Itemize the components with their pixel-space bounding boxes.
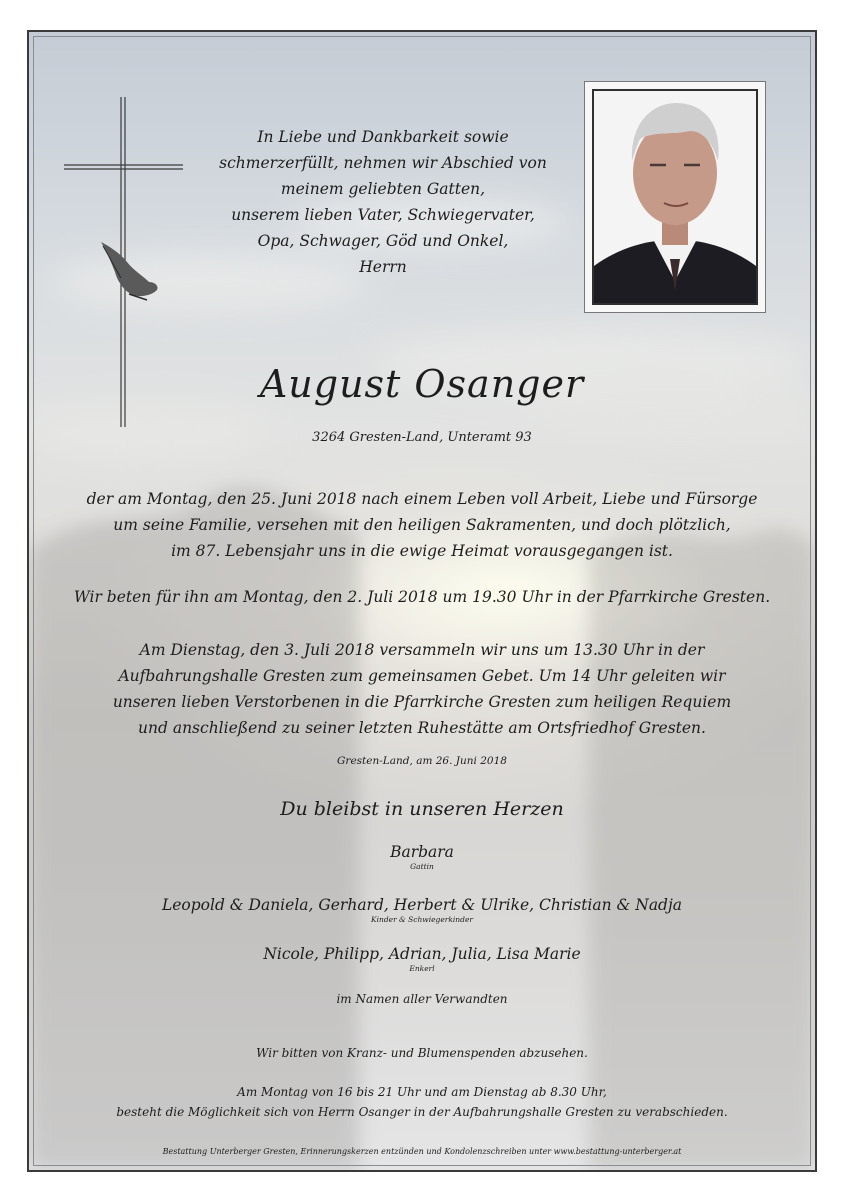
family-group: [29, 945, 815, 973]
deceased-address: 3264 Gresten-Land, Unteramt 93: [312, 430, 532, 445]
intro-line: meinem geliebten Gatten,: [280, 180, 486, 198]
text-line: und anschließend zu seiner letzten Ruhestätte am Ortsfriedhof Gresten.: [138, 719, 706, 737]
funeral-details: [69, 637, 775, 741]
praying-hands-icon: [101, 242, 158, 300]
footer-note: Bestattung Unterberger Gresten, Erinnerungskerzen entzünden und Kondolenzschreiben unter www.bestattung-unterberger.at: [162, 1147, 682, 1156]
intro-line: Herrn: [359, 258, 407, 276]
prayer-notice: Wir beten für ihn am Montag, den 2. Juli 2018 um 19.30 Uhr in der Pfarrkirche Gresten.: [73, 588, 771, 606]
family-names: Nicole, Philipp, Adrian, Julia, Lisa Marie: [263, 945, 581, 963]
relatives-note: im Namen aller Verwandten: [336, 992, 508, 1006]
intro-line: unserem lieben Vater, Schwiegervater,: [231, 206, 535, 224]
text-line: Aufbahrungshalle Gresten zum gemeinsamen Gebet. Um 14 Uhr geleiten wir: [118, 667, 726, 685]
family-names: Leopold & Daniela, Gerhard, Herbert & Ulrike, Christian & Nadja: [161, 896, 683, 914]
flowers-request: Wir bitten von Kranz- und Blumenspenden abzusehen.: [256, 1046, 588, 1060]
viewing-info: [29, 1082, 815, 1122]
text-line: Am Dienstag, den 3. Juli 2018 versammeln wir uns um 13.30 Uhr in der: [139, 641, 705, 659]
intro-line: In Liebe und Dankbarkeit sowie: [257, 128, 509, 146]
intro-line: schmerzerfüllt, nehmen wir Abschied von: [219, 154, 547, 172]
obituary-card: [27, 30, 817, 1172]
portrait-photo: [584, 81, 766, 313]
text-line: um seine Familie, versehen mit den heiligen Sakramenten, und doch plötzlich,: [113, 516, 731, 534]
family-role: Enkerl: [409, 964, 435, 973]
text-line: der am Montag, den 25. Juni 2018 nach einem Leben voll Arbeit, Liebe und Fürsorge: [86, 490, 758, 508]
text-line: Am Montag von 16 bis 21 Uhr und am Dienstag ab 8.30 Uhr,: [237, 1085, 607, 1099]
family-role: Kinder & Schwiegerkinder: [371, 915, 473, 924]
motto: Du bleibst in unseren Herzen: [280, 798, 564, 820]
text-line: besteht die Möglichkeit sich von Herrn Osanger in der Aufbahrungshalle Gresten zu verabschieden.: [116, 1105, 728, 1119]
place-date: Gresten-Land, am 26. Juni 2018: [337, 755, 507, 767]
deceased-name: August Osanger: [259, 362, 585, 406]
family-names: Barbara: [390, 843, 454, 861]
text-line: im 87. Lebensjahr uns in die ewige Heimat vorausgegangen ist.: [171, 542, 673, 560]
family-role: Gattin: [410, 862, 434, 871]
intro-line: Opa, Schwager, Göd und Onkel,: [257, 232, 509, 250]
portrait-image: [594, 91, 756, 303]
family-group: [29, 896, 815, 924]
intro-text: [157, 124, 609, 280]
family-group: [29, 843, 815, 871]
text-line: unseren lieben Verstorbenen in die Pfarrkirche Gresten zum heiligen Requiem: [112, 693, 732, 711]
death-announcement: [69, 486, 775, 564]
